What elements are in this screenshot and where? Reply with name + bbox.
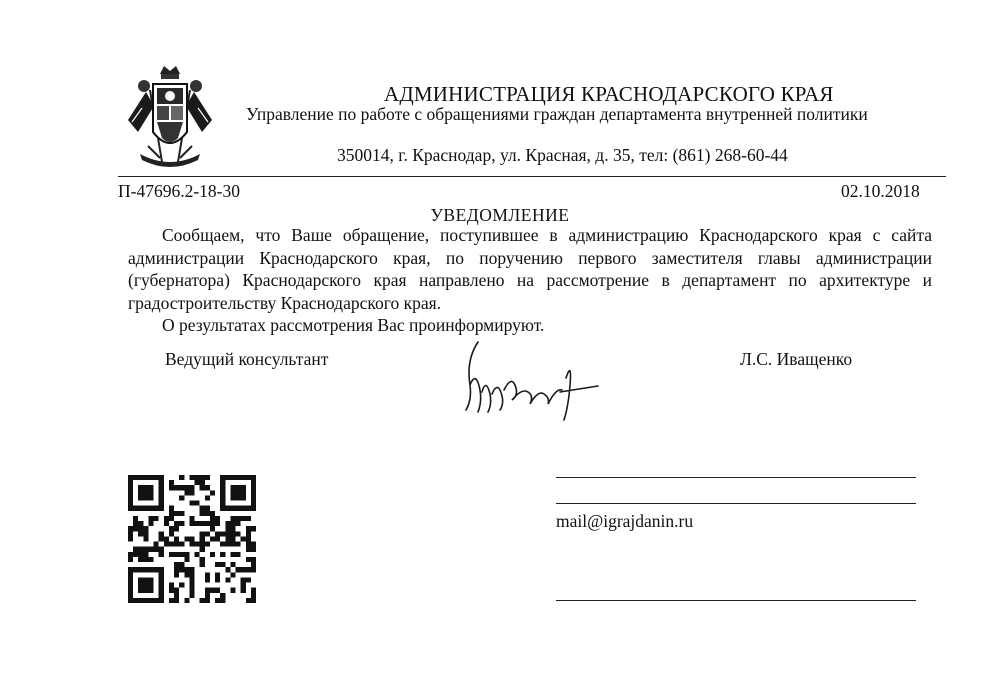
org-title: АДМИНИСТРАЦИЯ КРАСНОДАРСКОГО КРАЯ [384,82,834,106]
document-date: 02.10.2018 [841,181,920,201]
header-divider [118,176,946,177]
handwritten-signature-icon [448,330,628,430]
recipient-email: mail@igrajdanin.ru [556,511,694,531]
coat-of-arms-icon [120,62,220,172]
qr-code-icon [128,475,256,603]
reference-number: П-47696.2-18-30 [118,181,240,201]
notice-paragraph-1: Сообщаем, что Ваше обращение, поступившее в администрацию Краснодарского края с сайта администрации Краснодарского края, по поручению первого заместителя главы администрации (губернатора) Краснодарского края направлено на рассмотрение в департамент по архитектуре и градостроительству Краснодарского края. [128,225,932,313]
org-address: 350014, г. Краснодар, ул. Красная, д. 35, тел: (861) 268-60-44 [337,145,788,165]
notice-heading: УВЕДОМЛЕНИЕ [430,205,570,225]
address-line-3 [556,600,916,601]
notice-body [128,224,932,337]
address-line-2 [556,503,916,504]
address-line-1 [556,477,916,478]
notice-paragraph-2: О результатах рассмотрения Вас проинформируют. [162,315,545,335]
signer-position: Ведущий консультант [165,349,329,369]
org-subtitle: Управление по работе с обращениями граждан департамента внутренней политики [246,104,868,124]
signer-name: Л.С. Иващенко [740,349,853,369]
